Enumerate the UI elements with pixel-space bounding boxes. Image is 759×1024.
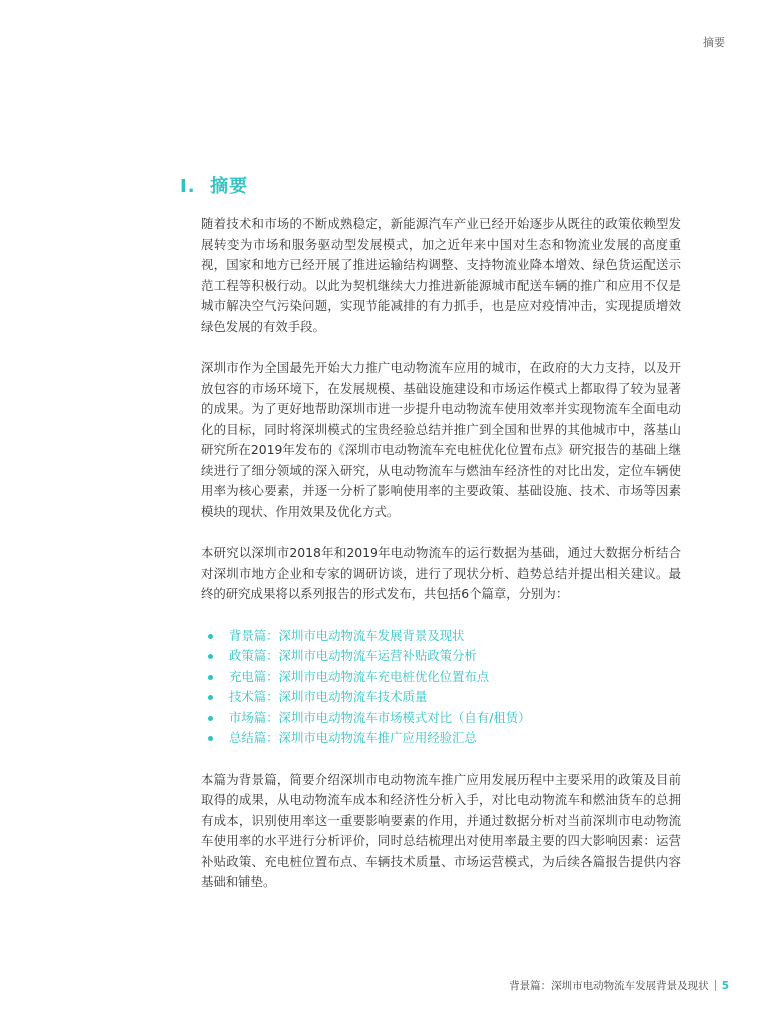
page-footer [509, 978, 729, 993]
section-title-text: 摘要 [210, 176, 249, 197]
paragraph: 随着技术和市场的不断成熟稳定，新能源汽车产业已经开始逐步从既往的政策依赖型发展转变为市场和服务驱动型发展模式，加之近年来中国对生态和物流业发展的高度重视，国家和地方已经开展了推进运输结构调整、支持物流业降本增效、绿色货运配送示范工程等积极行动。以此为契机继续大力推进新能源城市配送车辆的推广和应用不仅是城市解决空气污染问题，实现节能减排的有力抓手，也是应对疫情冲击，实现提质增效绿色发展的有效手段。 [201, 216, 681, 334]
bullet-icon [208, 675, 213, 680]
paragraph: 深圳市作为全国最先开始大力推广电动物流车应用的城市，在政府的大力支持，以及开放包容的市场环境下，在发展规模、基础设施建设和市场运作模式上都取得了较为显著的成果。为了更好地帮助深圳市进一步提升电动物流车使用效率并实现物流车全面电动化的目标，同时将深圳模式的宝贵经验总结并推广到全国和世界的其他城市中，落基山研究所在2019年发布的《深圳市电动物流车充电桩优化位置布点》研究报告的基础上继续进行了细分领域的深入研究，从电动物流车与燃油车经济性的对比出发，定位车辆使用率为核心要素，并逐一分析了影响使用率的主要政策、基础设施、技术、市场等因素模块的现状、作用效果及优化方式。 [201, 360, 681, 519]
bullet-icon [208, 736, 213, 741]
section-number: I. [180, 176, 196, 197]
running-header: 摘要 [703, 36, 725, 49]
footer-text: 背景篇：深圳市电动物流车发展背景及现状 [509, 980, 709, 992]
list-item-text: 背景篇：深圳市电动物流车发展背景及现状 [229, 627, 465, 643]
footer-divider [715, 980, 716, 991]
list-item-text: 政策篇：深圳市电动物流车运营补贴政策分析 [229, 648, 477, 663]
section-title [180, 172, 248, 198]
list-item [201, 728, 681, 749]
list-item-text: 市场篇：深圳市电动物流车市场模式对比（自有/租赁） [229, 709, 531, 725]
list-item [201, 708, 681, 729]
paragraph: 本篇为背景篇，简要介绍深圳市电动物流车推广应用发展历程中主要采用的政策及目前取得的成果，从电动物流车成本和经济性分析入手，对比电动物流车和燃油货车的总拥有成本，识别使用率这一重要影响要素的作用，并通过数据分析对当前深圳市电动物流车使用率的水平进行分析评价，同时总结梳理出对使用率最主要的四大影响因素：运营补贴政策、充电桩位置布点、车辆技术质量、市场运营模式，为后续各篇报告提供内容基础和铺垫。 [201, 771, 681, 889]
list-item-text: 技术篇：深圳市电动物流车技术质量 [229, 689, 428, 704]
list-item [201, 667, 681, 688]
list-item-text: 充电篇：深圳市电动物流车充电桩优化位置布点 [229, 668, 490, 684]
bullet-icon [208, 695, 213, 700]
page-number: 5 [721, 979, 729, 992]
list-item-text: 总结篇：深圳市电动物流车推广应用经验汇总 [229, 730, 477, 745]
list-item [201, 646, 681, 667]
bullet-icon [208, 634, 213, 639]
chapter-list [201, 626, 681, 749]
list-item [201, 687, 681, 708]
list-item [201, 626, 681, 647]
paragraph: 本研究以深圳市2018年和2019年电动物流车的运行数据为基础，通过大数据分析结合对深圳市地方企业和专家的调研访谈，进行了现状分析、趋势总结并提出相关建议。最终的研究成果将以系列报告的形式发布，共包括6个篇章，分别为： [201, 545, 681, 601]
body-content [201, 214, 681, 914]
bullet-icon [208, 654, 213, 659]
bullet-icon [208, 716, 213, 721]
